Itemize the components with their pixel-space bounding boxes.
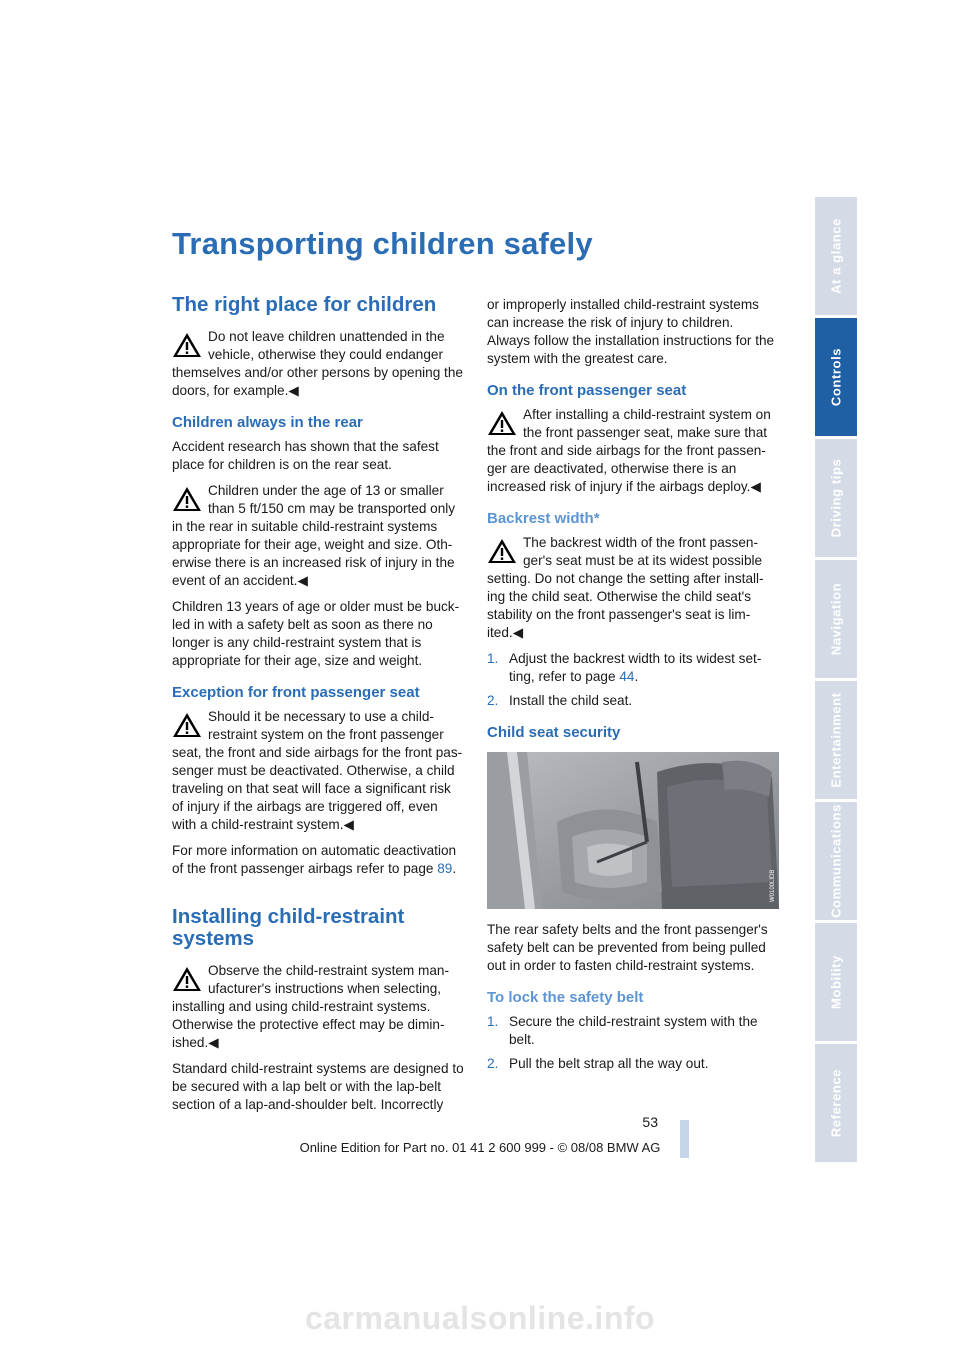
tab-driving-tips[interactable]: Driving tips	[815, 439, 857, 557]
list-item: 2. Install the child seat.	[487, 693, 633, 708]
warning-triangle-icon	[172, 332, 202, 358]
right-column	[487, 296, 779, 1079]
tab-communications[interactable]: Communications	[815, 802, 857, 920]
warning-triangle-icon	[487, 410, 517, 436]
tab-at-a-glance[interactable]: At a glance	[815, 197, 857, 315]
paragraph-rear-belts: The rear safety belts and the front passenger's safety belt can be prevented from being pulled out in order to fasten child-restraint systems.	[487, 922, 768, 973]
heading-rear: Children always in the rear	[172, 414, 363, 431]
warning-front-seat: Should it be necessary to use a child-restraint system on the front passenger seat, the front and side airbags for the front pas-senger must be deactivated. Otherwise, a child traveling on that seat will face a significant risk of injury if the airbags are triggered off, even with a child-restraint system.◀	[172, 709, 463, 832]
photo-code: W0100LIDB	[770, 869, 776, 902]
warning-under-13: Children under the age of 13 or smaller than 5 ft/150 cm may be transported only in the rear in suitable child-restraint systems appropriate for their age, weight and size. Oth-erwise there is an increased risk of injury in the event of an accident.◀	[172, 483, 456, 588]
tab-reference[interactable]: Reference	[815, 1044, 857, 1162]
paragraph-research: Accident research has shown that the safest place for children is on the rear seat.	[172, 439, 439, 472]
page-number: 53	[642, 1114, 658, 1130]
heading-front-passenger: On the front passenger seat	[487, 382, 687, 399]
tab-navigation[interactable]: Navigation	[815, 560, 857, 678]
paragraph-continued: or improperly installed child-restraint systems can increase the risk of injury to children. Always follow the installation instructions for the system with the greatest care.	[487, 297, 775, 366]
heading-child-seat-security: Child seat security	[487, 724, 621, 741]
paragraph-children-13: Children 13 years of age or older must be buck-led in with a safety belt as soon as there no longer is any child-restraint system that is appropriate for their age, size and weight.	[172, 599, 460, 668]
child-seat-photo	[487, 752, 779, 909]
footer: Online Edition for Part no. 01 41 2 600 999 - © 08/08 BMW AG	[299, 1140, 661, 1155]
page-link-44[interactable]: 44	[619, 669, 635, 684]
warning-unattended: Do not leave children unattended in the vehicle, otherwise they could endanger themselves and/or other persons by opening the doors, for example.◀	[172, 329, 463, 398]
warning-backrest: The backrest width of the front passen-ger's seat must be at its widest possible setting. Do not change the setting after install-ing the child seat. Otherwise the child seat's stability on the front passenger's seat is lim-ited.◀	[487, 535, 764, 640]
page-title: Transporting children safely	[172, 226, 593, 261]
chapter-sidebar	[815, 197, 857, 1165]
heading-installing: Installing child-restraint systems	[172, 905, 405, 950]
heading-right-place: The right place for children	[172, 293, 437, 316]
warning-triangle-icon	[172, 486, 202, 512]
warning-triangle-icon	[172, 966, 202, 992]
paragraph-standard: Standard child-restraint systems are designed to be secured with a lap belt or with the lap-belt section of a lap-and-shoulder belt. Incorrectly	[172, 1061, 464, 1112]
heading-backrest: Backrest width*	[487, 510, 600, 527]
tab-entertainment[interactable]: Entertainment	[815, 681, 857, 799]
warning-manufacturer: Observe the child-restraint system man-ufacturer's instructions when selecting, installing and using child-restraint systems. Otherwise the protective effect may be dimin-ished.◀	[172, 963, 449, 1050]
list-item: 2. Pull the belt strap all the way out.	[487, 1056, 709, 1071]
warning-triangle-icon	[172, 712, 202, 738]
paragraph-more-info: For more information on automatic deactivation of the front passenger airbags refer to page 89.	[172, 843, 457, 876]
list-item: 1. Secure the child-restraint system with the belt.	[487, 1014, 758, 1047]
watermark: carmanualsonline.info	[304, 1300, 656, 1336]
page-link-89[interactable]: 89	[437, 861, 453, 876]
warning-triangle-icon	[487, 538, 517, 564]
left-column	[172, 294, 464, 1122]
tab-controls[interactable]: Controls	[815, 318, 857, 436]
heading-lock-belt: To lock the safety belt	[487, 989, 644, 1006]
warning-airbags-deactivated: After installing a child-restraint system on the front passenger seat, make sure that the front and side airbags for the front passen-ger are deactivated, otherwise there is an increased risk of injury if the airbags deploy.◀	[487, 407, 771, 494]
heading-exception: Exception for front passenger seat	[172, 684, 420, 701]
list-item: 1. Adjust the backrest width to its widest set-ting, refer to page 44.	[487, 651, 762, 684]
tab-mobility[interactable]: Mobility	[815, 923, 857, 1041]
